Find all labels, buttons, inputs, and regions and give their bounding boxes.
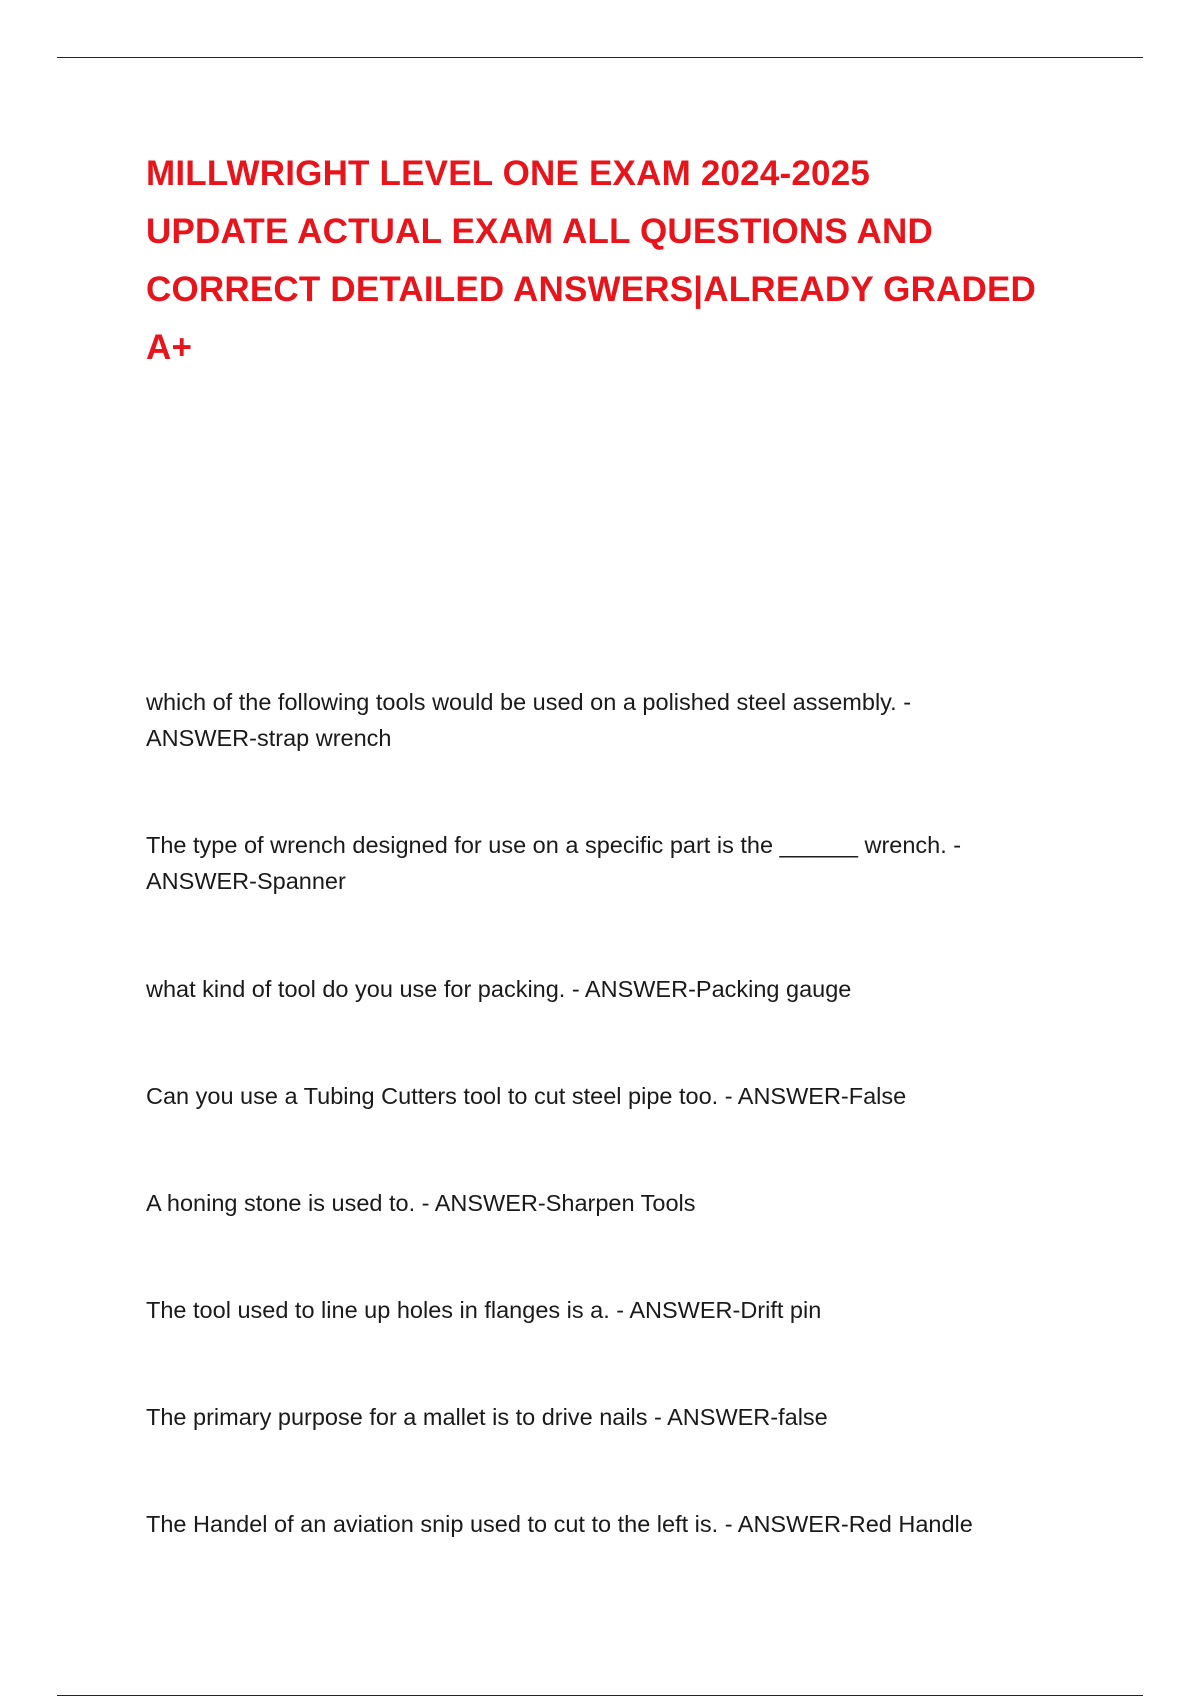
qa-text-line: ANSWER-strap wrench <box>146 725 392 751</box>
title-line: A+ <box>146 328 193 367</box>
qa-text-line: The primary purpose for a mallet is to drive nails - ANSWER-false <box>146 1404 828 1430</box>
qa-item <box>146 1506 1076 1542</box>
qa-item <box>146 971 1076 1007</box>
document-title <box>146 145 1086 377</box>
title-line: UPDATE ACTUAL EXAM ALL QUESTIONS AND <box>146 212 933 251</box>
qa-item <box>146 1292 1076 1328</box>
qa-text-line: which of the following tools would be used on a polished steel assembly. - <box>146 689 912 715</box>
title-line: CORRECT DETAILED ANSWERS|ALREADY GRADED <box>146 270 1037 309</box>
qa-text-line: ANSWER-Spanner <box>146 868 346 894</box>
qa-text-line: The tool used to line up holes in flanges is a. - ANSWER-Drift pin <box>146 1297 822 1323</box>
qa-item <box>146 1399 1076 1435</box>
top-divider <box>57 57 1143 58</box>
qa-item <box>146 827 1076 899</box>
qa-text-line: A honing stone is used to. - ANSWER-Sharpen Tools <box>146 1190 696 1216</box>
title-line: MILLWRIGHT LEVEL ONE EXAM 2024-2025 <box>146 154 871 193</box>
qa-item <box>146 1078 1076 1114</box>
qa-item <box>146 684 1076 756</box>
qa-text-line: Can you use a Tubing Cutters tool to cut steel pipe too. - ANSWER-False <box>146 1083 907 1109</box>
bottom-divider <box>57 1695 1143 1696</box>
qa-text-line: what kind of tool do you use for packing. - ANSWER-Packing gauge <box>146 976 852 1002</box>
qa-text-line: The Handel of an aviation snip used to cut to the left is. - ANSWER-Red Handle <box>146 1511 973 1537</box>
qa-item <box>146 1185 1076 1221</box>
qa-text-line: The type of wrench designed for use on a specific part is the ______ wrench. - <box>146 832 962 858</box>
